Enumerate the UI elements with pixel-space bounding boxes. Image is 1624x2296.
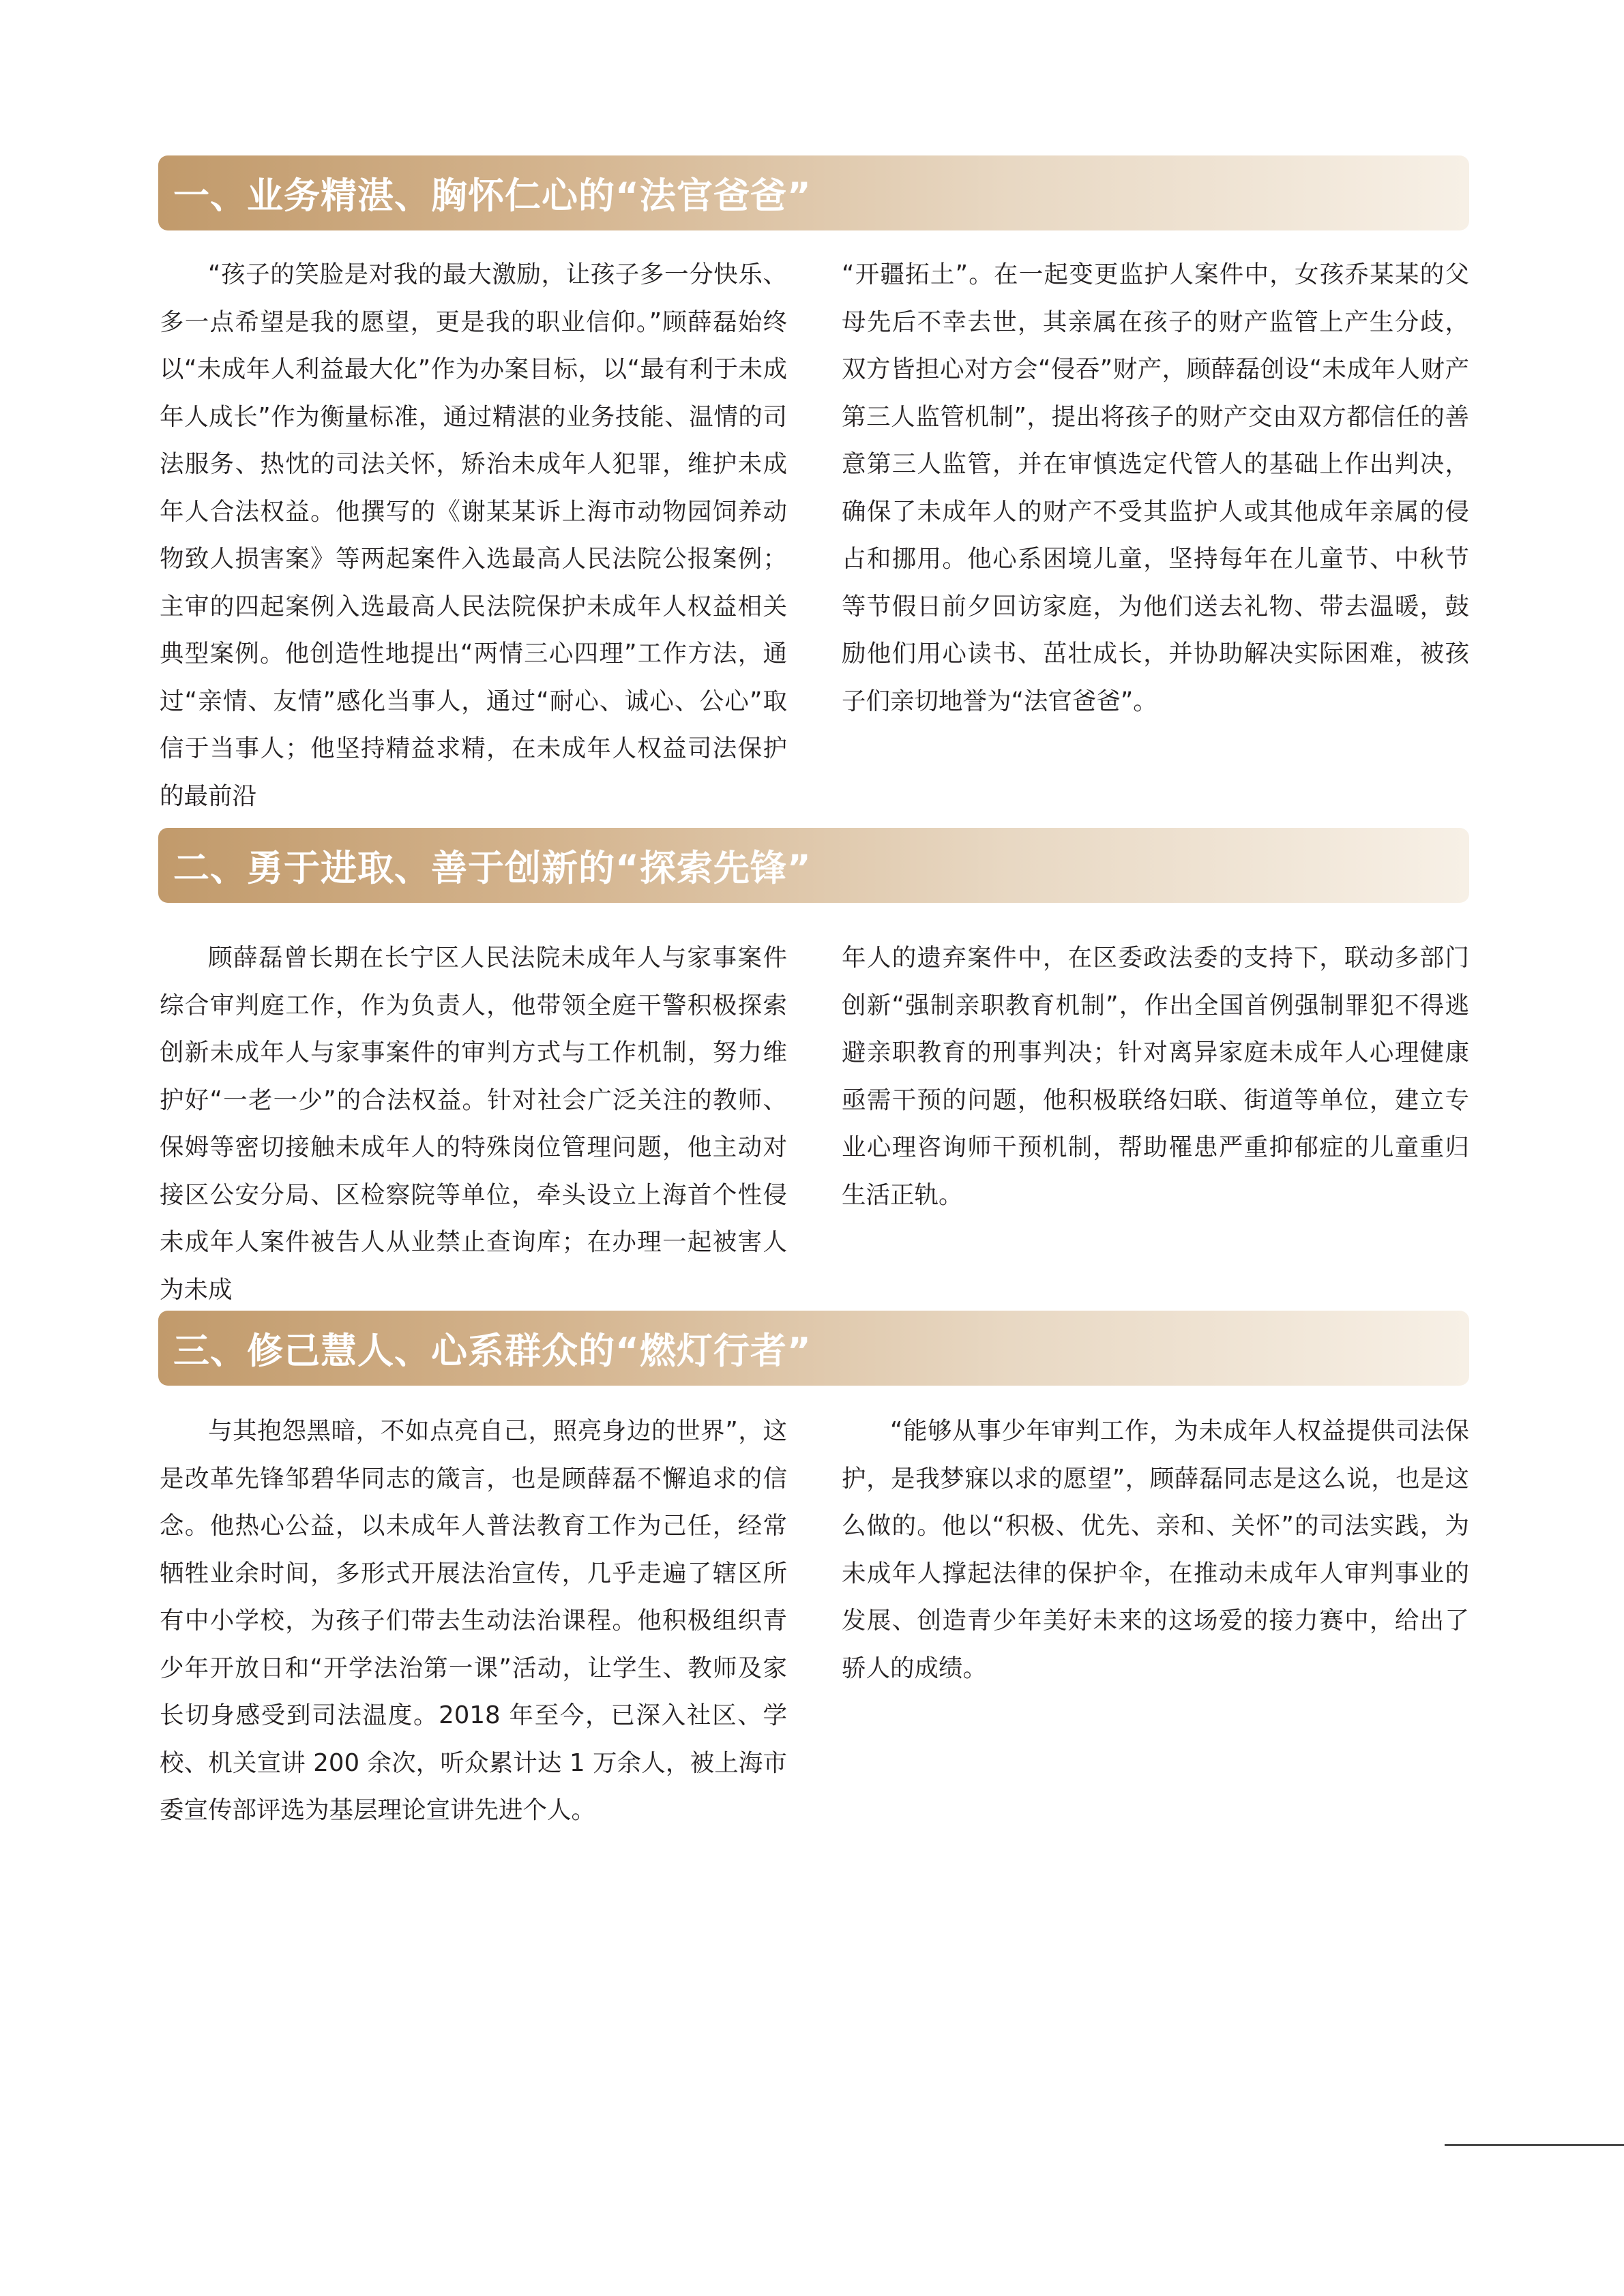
- paragraph: 顾薛磊曾长期在长宁区人民法院未成年人与家事案件综合审判庭工作，作为负责人，他带领全庭干警积极探索创新未成年人与家事案件的审判方式与工作机制，努力维护好“一老一少”的合法权益。针对社会广泛关注的教师、保姆等密切接触未成年人的特殊岗位管理问题，他主动对接区公安分局、区检察院等单位，牵头设立上海首个性侵未成年人案件被告人从业禁止查询库；在办理一起被害人为未成: [160, 944, 787, 1304]
- paragraph: 年人的遗弃案件中，在区委政法委的支持下，联动多部门创新“强制亲职教育机制”，作出全国首例强制罪犯不得逃避亲职教育的刑事判决；针对离异家庭未成年人心理健康亟需干预的问题，他积极联络妇联、街道等单位，建立专业心理咨询师干预机制，帮助罹患严重抑郁症的儿童重归生活正轨。: [842, 944, 1469, 1209]
- section-3-right-column: [842, 1407, 1469, 1692]
- section-3-left-column: [160, 1407, 787, 1834]
- section-2-left-column: [160, 934, 787, 1313]
- paragraph: “开疆拓土”。在一起变更监护人案件中，女孩乔某某的父母先后不幸去世，其亲属在孩子的财产监管上产生分歧，双方皆担心对方会“侵吞”财产，顾薛磊创设“未成年人财产第三人监管机制”，提出将孩子的财产交由双方都信任的善意第三人监管，并在审慎选定代管人的基础上作出判决，确保了未成年人的财产不受其监护人或其他成年亲属的侵占和挪用。他心系困境儿童，坚持每年在儿童节、中秋节等节假日前夕回访家庭，为他们送去礼物、带去温暖，鼓励他们用心读书、茁壮成长，并协助解决实际困难，被孩子们亲切地誉为“法官爸爸”。: [842, 260, 1469, 715]
- section-header-1: [158, 155, 1469, 230]
- paragraph: “能够从事少年审判工作，为未成年人权益提供司法保护，是我梦寐以求的愿望”，顾薛磊同志是这么说，也是这么做的。他以“积极、优先、亲和、关怀”的司法实践，为未成年人撑起法律的保护伞，在推动未成年人审判事业的发展、创造青少年美好未来的这场爱的接力赛中，给出了骄人的成绩。: [842, 1417, 1469, 1682]
- section-title: 一、业务精湛、胸怀仁心的“法官爸爸”: [173, 175, 812, 217]
- section-2-right-column: [842, 934, 1469, 1219]
- paragraph: 与其抱怨黑暗，不如点亮自己，照亮身边的世界”，这是改革先锋邹碧华同志的箴言，也是顾薛磊不懈追求的信念。他热心公益，以未成年人普法教育工作为己任，经常牺牲业余时间，多形式开展法治宣传，几乎走遍了辖区所有中小学校，为孩子们带去生动法治课程。他积极组织青少年开放日和“开学法治第一课”活动，让学生、教师及家长切身感受到司法温度。2018 年至今，已深入社区、学校、机关宣讲 200 余次，听众累计达 1 万余人，被上海市委宣传部评选为基层理论宣讲先进个人。: [160, 1417, 787, 1824]
- section-header-3: [158, 1311, 1469, 1386]
- paragraph: “孩子的笑脸是对我的最大激励，让孩子多一分快乐、多一点希望是我的愿望，更是我的职业信仰。”顾薛磊始终以“未成年人利益最大化”作为办案目标，以“最有利于未成年人成长”作为衡量标准，通过精湛的业务技能、温情的司法服务、热忱的司法关怀，矫治未成年人犯罪，维护未成年人合法权益。他撰写的《谢某某诉上海市动物园饲养动物致人损害案》等两起案件入选最高人民法院公报案例；主审的四起案例入选最高人民法院保护未成年人权益相关典型案例。他创造性地提出“两情三心四理”工作方法，通过“亲情、友情”感化当事人，通过“耐心、诚心、公心”取信于当事人；他坚持精益求精，在未成年人权益司法保护的最前沿: [160, 260, 787, 810]
- section-header-2: [158, 828, 1469, 903]
- section-1-right-column: [842, 251, 1469, 725]
- section-1-left-column: [160, 251, 787, 820]
- section-title: 二、勇于进取、善于创新的“探索先锋”: [173, 848, 812, 889]
- section-title: 三、修己慧人、心系群众的“燃灯行者”: [173, 1330, 812, 1372]
- page-footer-rule: [1445, 2144, 1624, 2146]
